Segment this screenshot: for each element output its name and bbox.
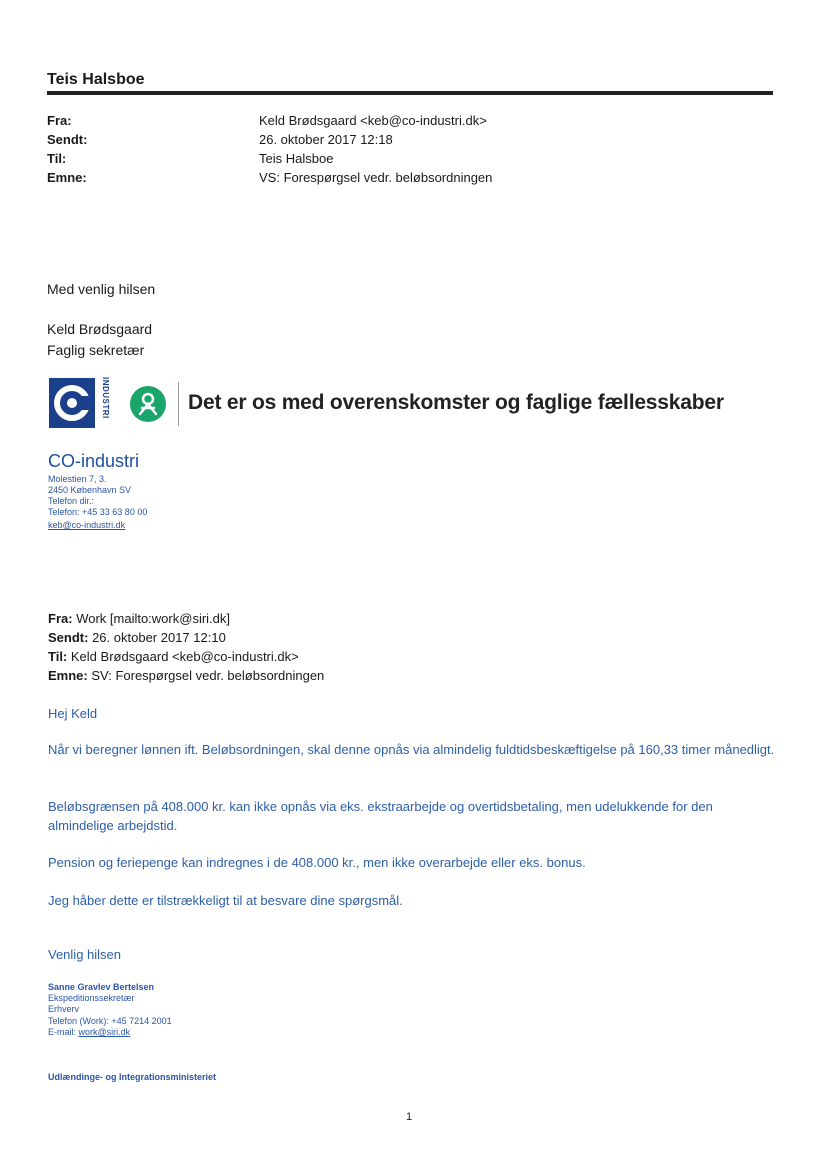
subject-label: Emne: (47, 170, 87, 185)
fwd-sent-value: 26. oktober 2017 12:10 (92, 630, 226, 645)
message-paragraph-3: Pension og feriepenge kan indregnes i de 408.000 kr., men ikke overarbejde eller eks. bonus. (48, 855, 586, 870)
co-address-line1: Molestien 7, 3. (48, 474, 107, 484)
message-paragraph-1: Når vi beregner lønnen ift. Beløbsordningen, skal denne opnås via almindelig fuldtidsbeskæftigelse på 160,33 timer månedligt. (48, 742, 775, 757)
co-phone-direct: Telefon dir.: (48, 496, 95, 506)
sender-phone: Telefon (Work): +45 7214 2001 (48, 1016, 172, 1026)
sender-email-link[interactable]: work@siri.dk (78, 1027, 131, 1037)
fwd-subject-label: Emne: (48, 668, 88, 683)
sender-name: Sanne Gravlev Bertelsen (48, 982, 155, 992)
co-phone: Telefon: +45 33 63 80 00 (48, 507, 148, 517)
co-email-link[interactable]: keb@co-industri.dk (48, 520, 126, 530)
signature-name: Keld Brødsgaard (47, 321, 153, 337)
signature-title: Faglig sekretær (47, 342, 145, 358)
sender-email-line (48, 1027, 130, 1038)
fwd-from-value: Work [mailto:work@siri.dk] (76, 611, 230, 626)
message-salutation: Hej Keld (48, 706, 98, 721)
sent-value: 26. oktober 2017 12:18 (259, 132, 393, 147)
sender-ministry: Udlændinge- og Integrationsministeriet (48, 1072, 217, 1082)
to-value: Teis Halsboe (259, 151, 334, 166)
industri-logo-text: INDUSTRI (101, 377, 110, 419)
header-rule (47, 91, 773, 95)
from-label: Fra: (47, 113, 72, 128)
message-paragraph-4: Jeg håber dette er tilstrækkeligt til at besvare dine spørgsmål. (48, 893, 403, 908)
message-paragraph-2: Beløbsgrænsen på 408.000 kr. kan ikke opnås via eks. ekstraarbejde og overtidsbetaling, men udelukkende for den almindelige arbejdstid. (48, 799, 713, 833)
fwd-from-label: Fra: (48, 611, 73, 626)
fwd-subject-value: SV: Forespørgsel vedr. beløbsordningen (91, 668, 325, 683)
logo-slogan: Det er os med overenskomster og faglige fællesskaber (188, 391, 724, 414)
signature-greeting: Med venlig hilsen (47, 281, 156, 297)
fwd-to-line (48, 649, 299, 664)
fwd-sent-line (48, 630, 226, 645)
message-closing: Venlig hilsen (48, 947, 121, 962)
green-union-logo-icon (130, 386, 166, 422)
co-address-line2: 2450 København SV (48, 485, 132, 495)
fwd-sent-label: Sendt: (48, 630, 89, 645)
fwd-from-line (48, 611, 230, 626)
logo-divider (178, 382, 179, 426)
sent-label: Sendt: (47, 132, 88, 147)
co-name: CO-industri (48, 451, 140, 471)
sender-department: Erhverv (48, 1004, 80, 1014)
from-value: Keld Brødsgaard <keb@co-industri.dk> (259, 113, 487, 128)
fwd-to-label: Til: (48, 649, 68, 664)
sender-title: Ekspeditionssekretær (48, 993, 135, 1003)
co-industri-logo-icon (49, 378, 95, 428)
to-label: Til: (47, 151, 67, 166)
owner-name: Teis Halsboe (47, 71, 145, 88)
sender-email-label: E-mail: (48, 1027, 77, 1037)
fwd-to-value: Keld Brødsgaard <keb@co-industri.dk> (70, 649, 299, 664)
subject-value: VS: Forespørgsel vedr. beløbsordningen (259, 170, 493, 185)
page-number: 1 (406, 1111, 413, 1123)
fwd-subject-line (48, 668, 324, 683)
